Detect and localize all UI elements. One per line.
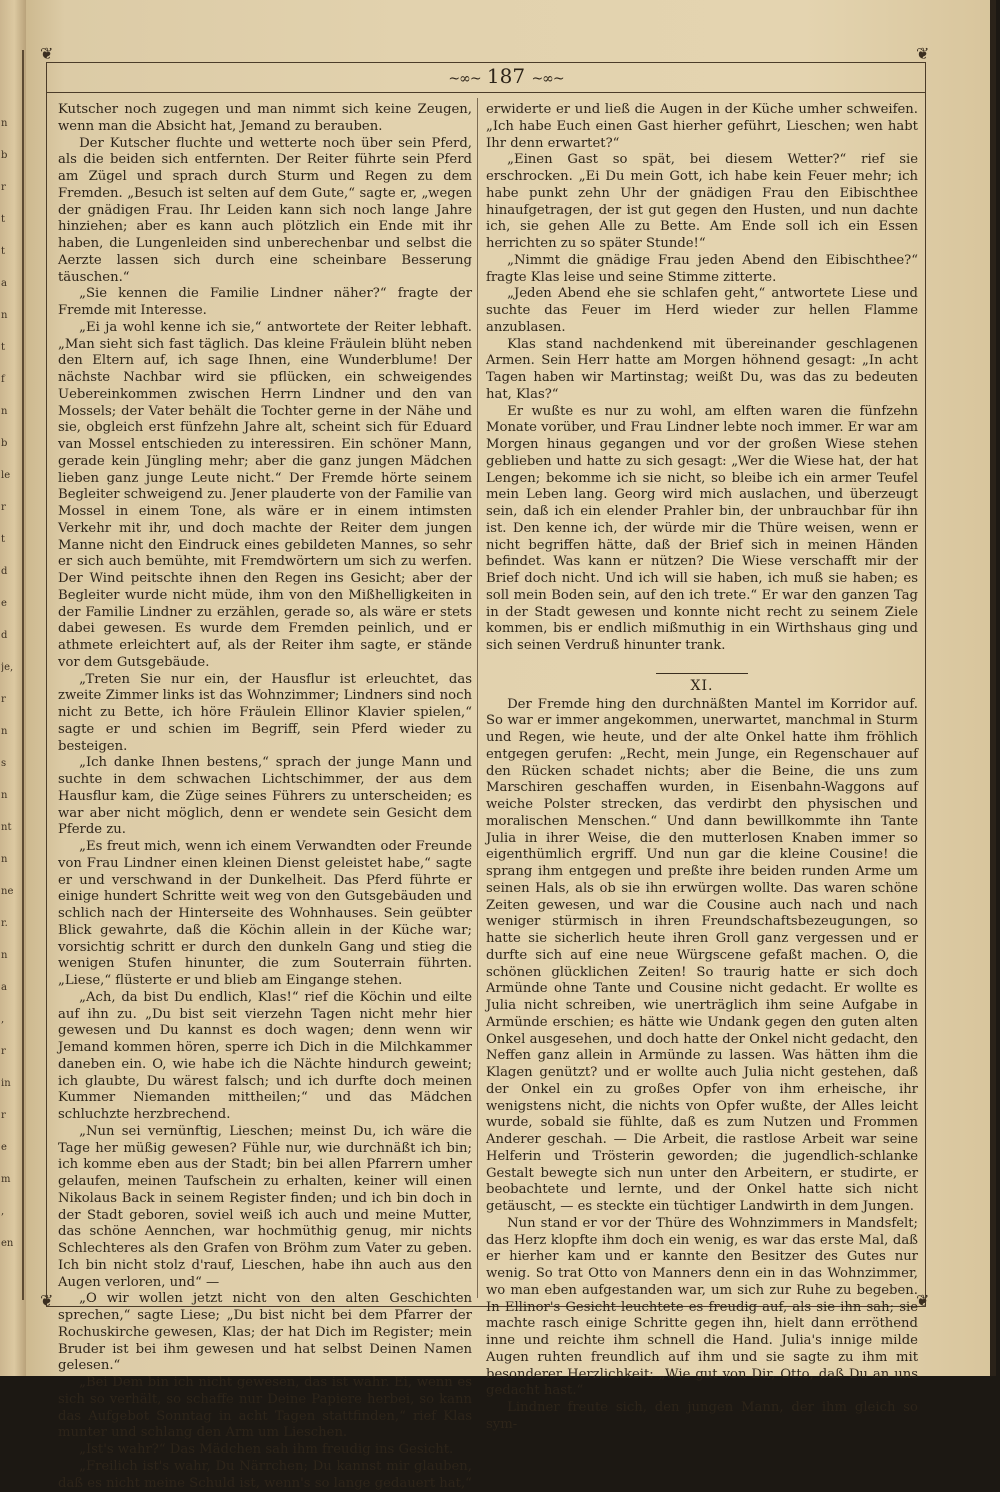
page-number: 187: [486, 64, 526, 88]
corner-ornament-icon: ❦: [916, 1291, 930, 1310]
paragraph: „Ei ja wohl kenne ich sie,“ antwortete der Reiter lebhaft. „Man sieht sich fast täglich. Das kleine Fräulein blüht neben den Eltern auf, ich sage Ihnen, eine Wunderblume! Der nächste Nachbar wird sie pflücken, ein schweigendes Uebereinkommen zwischen Herrn Lindner und den van Mossels; der Vater behält die Tochter gerne in der Nähe und sie, obgleich erst fünfzehn Jahre alt, scheint sich für Eduard van Mossel entschieden zu interessiren. Ein schöner Mann, gerade kein Jüngling mehr; aber die ganz jungen Mädchen lieben ganz junge Leute nicht.“ Der Fremde hörte seinem Begleiter schweigend zu. Jener plauderte von der Familie van Mossel in einem Tone, als wäre er in einem intimsten Verkehr mit ihr, und doch machte der Reiter dem jungen Manne nicht den Eindruck eines gebildeten Mannes, so sehr er sich auch bemühte, mit Fremdwörtern um sich zu werfen. Der Wind peitschte ihnen den Regen ins Gesicht; aber der Begleiter wurde nicht müde, ihm von den Mißhelligkeiten in der Familie Lindner zu erzählen, gerade so, als wäre er stets dabei gewesen. Es wurde dem Fremden peinlich, und er athmete erleichtert auf, als der Reiter ihm sagte, er stände vor dem Gutsgebäude.: [58, 319, 472, 670]
paragraph: „Einen Gast so spät, bei diesem Wetter?“ rief sie erschrocken. „Ei Du mein Gott, ich habe kein Feuer mehr; ich habe punkt zehn Uhr der gnädigen Frau den Eibischthee hinaufgetragen, der ist gut gegen den Husten, und nun dachte ich, sie gehen Alle zu Bette. Am Ende soll ich ein Essen herrichten zu so später Stunde!“: [486, 152, 918, 251]
margin-fragment: n: [1, 726, 8, 737]
margin-fragment: n: [1, 790, 8, 801]
chapter-heading: XI.: [690, 677, 714, 694]
paragraph: „Ist's wahr?“ Das Mädchen sah ihm freudig ins Gesicht.: [79, 1442, 454, 1457]
margin-fragment: s: [1, 758, 7, 769]
margin-fragment: en: [1, 1238, 14, 1249]
margin-fragment: r.: [1, 918, 8, 929]
frame-top-rule: [47, 62, 926, 63]
paragraph: „Treten Sie nur ein, der Hausflur ist erleuchtet, das zweite Zimmer links ist das Wohnzimmer; Lindners sind noch nicht zu Bette, ich höre Fräulein Ellinor Klavier spielen,“ sagte er und schien im Begriff, sein Pferd wieder zu besteigen.: [58, 671, 472, 754]
previous-page-strip: [0, 0, 26, 1376]
newspaper-page: [26, 0, 996, 1491]
margin-fragment: r: [1, 502, 6, 513]
folio-ornament-right-icon: ~∞~: [531, 71, 564, 87]
margin-fragment: a: [1, 278, 7, 289]
margin-fragment: m: [1, 1174, 11, 1185]
margin-fragment: b: [1, 150, 8, 161]
paragraph: „Jeden Abend ehe sie schlafen geht,“ antwortete Liese und suchte das Feuer im Herd wieder zur hellen Flamme anzublasen.: [486, 286, 918, 335]
paragraph: „Freilich ist's wahr, Du Närrchen; Du kannst mir glauben, daß es nicht meine Schuld ist, wenn's so lange gedauert hat,“: [58, 1458, 472, 1491]
paragraph: Der Fremde hing den durchnäßten Mantel im Korridor auf. So war er immer angekommen, unerwartet, manchmal in Sturm und Regen, wie heute, und der alte Onkel hatte ihm fröhlich entgegen gerufen: „Recht, mein Junge, ein Regenschauer auf den Rücken schadet nichts; aber die Beine, die uns zum Marschiren geschaffen wurden, in Eisenbahn-Waggons auf weiche Polster strecken, das verdirbt den physischen und moralischen Menschen.“ Und dann bewillkommte ihn Tante Julia in ihrer Weise, die den mutterlosen Knaben immer so eigenthümlich ergriff. Und nun gar die kleine Cousine! die sprang ihm entgegen und preßte ihre beiden runden Arme um seinen Hals, als ob sie ihn erwürgen wollte. Das waren schöne Zeiten gewesen, und war die Cousine auch nach und nach weniger stürmisch in ihren Freundschaftsbezeugungen, so hatte sie sicherlich heute ihren Groll ganz vergessen und er durfte sich auf eine neue Würgscene gefaßt machen. O, die schönen glücklichen Zeiten! So traurig hatte er sich doch Armünde ohne Tante und Cousine nicht gedacht. Er wollte es Julia nicht schreiben, wie unerträglich ihm seine Aufgabe in Armünde erschien; es hätte wie Undank gegen den guten alten Onkel ausgesehen, und doch hatte der Onkel nicht gedacht, den Neffen ganz allein in Armünde zu lassen. Was hätten ihm die Klagen genützt? und er wollte auch Julia nicht gestehen, daß der Onkel ein zu großes Opfer von ihm erheische, ihr wenigstens nicht, die nichts von Opfer wußte, der Alles leicht wurde, sobald sie fühlte, daß es zum Nutzen und Frommen Anderer geschah. — Die Arbeit, die rastlose Arbeit war seine Helferin und Trösterin geworden; die jugendlich-schlanke Gestalt bewegte sich nun unter den Arbeitern, er studirte, er beobachtete und lernte, und der Onkel hatte sich nicht getäuscht, — es steckte ein tüchtiger Landwirth in dem Jungen.: [486, 696, 918, 1214]
paragraph: „O wir wollen jetzt nicht von den alten Geschichten sprechen,“ sagte Liese; „Du bist nicht bei dem Pfarrer der Rochuskirche gewesen, Klas; der hat Dich im Register; mein Bruder ist bei ihm gewesen und hat selbst Deinen Namen gelesen.“: [58, 1291, 472, 1374]
paragraph: Nun stand er vor der Thüre des Wohnzimmers in Mandsfelt; das Herz klopfte ihm doch ein wenig, es war das erste Mal, daß er hierher kam und er kannte den Besitzer des Gutes nur wenig. So trat Otto von Manners denn ein in das Wohnzimmer, wo man eben aufgestanden war, um sich zur Ruhe zu begeben. In Ellinor's Gesicht leuchtete es freudig auf, als sie ihn sah; sie machte rasch einige Schritte gegen ihn, hielt dann erröthend inne und reichte ihm schnell die Hand. Julia's innige milde Augen ruhten freundlich auf ihm und sie sagte zu ihm mit besonderer Herzlichkeit: „Wie gut von Dir, Otto, daß Du an uns gedacht hast.“: [486, 1215, 918, 1399]
paragraph: Der Kutscher fluchte und wetterte noch über sein Pferd, als die beiden sich entfernten. Der Reiter führte sein Pferd am Zügel und sprach durch Sturm und Regen zu dem Fremden. „Besuch ist selten auf dem Gute,“ sagte er, „wegen der gnädigen Frau. Ihr Leiden kann sich noch lange Jahre hinziehen; aber es kann auch plötzlich ein Ende mit ihr haben, die Lungenleiden sind unberechenbar und selbst die Aerzte lassen sich durch eine scheinbare Besserung täuschen.“: [58, 135, 472, 285]
margin-fragment: e: [1, 1142, 7, 1153]
paragraph: „Bei Dem bin ich nicht gewesen, das ist wahr. Ei, wenn es sich so verhält, so schaffe nur Deine Papiere herbei, so kann das Aufgebot Sonntag in acht Tagen stattfinden,“ rief Klas munter und schlang den Arm um Lieschen.: [58, 1375, 472, 1441]
margin-fragment: ne: [1, 886, 14, 897]
folio-ornament-left-icon: ~∞~: [448, 71, 481, 87]
margin-fragment: n: [1, 310, 8, 321]
paragraph: Klas stand nachdenkend mit übereinander geschlagenen Armen. Sein Herr hatte am Morgen höhnend gesagt: „In acht Tagen haben wir Martinstag; weißt Du, was das zu bedeuten hat, Klas?“: [486, 336, 918, 402]
corner-ornament-icon: ❦: [40, 1291, 54, 1310]
margin-fragment: t: [1, 214, 6, 225]
paragraph: „Nun sei vernünftig, Lieschen; meinst Du, ich wäre die Tage her müßig gewesen? Fühle nur, wie durchnäßt ich bin; ich komme eben aus der Stadt; bin bei allen Pfarrern umher gelaufen, meinen Taufschein zu erhalten, keiner will einen Nikolaus Back in seinem Register finden; und ich bin doch in der Stadt geboren, soviel weiß ich auch und meine Mutter, das schöne Aennchen, war hochmüthig genug, mir nichts Schlechteres als den Grafen von Bröhm zum Vater zu geben. Ich bin nicht stolz d'rauf, Lieschen, habe ihn auch aus den Augen verloren, und“ —: [58, 1123, 472, 1290]
margin-fragment: t: [1, 246, 6, 257]
margin-fragment: n: [1, 950, 8, 961]
paragraph: Lindner freute sich, den jungen Mann, der ihm gleich so sym-: [486, 1400, 918, 1432]
frame-left-rule: [46, 62, 47, 1307]
right-text-column: [486, 102, 918, 1434]
margin-fragment: r: [1, 694, 6, 705]
margin-fragment: t: [1, 534, 6, 545]
margin-fragment: ,: [1, 1206, 5, 1217]
margin-fragment: d: [1, 630, 8, 641]
paragraph: Er wußte es nur zu wohl, am elften waren die fünfzehn Monate vorüber, und Frau Lindner lebte noch immer. Er war am Morgen hinaus gegangen und vor der großen Wiese stehen geblieben und hatte zu sich gesagt: „Wer die Wiese hat, der hat Lengen; bekomme ich sie nicht, so bleibe ich ein armer Teufel mein Leben lang. Georg wird mich auslachen, und überzeugt sein, daß ich ein elender Prahler bin, der unbrauchbar für ihn ist. Den kenne ich, der würde mir die Thüre weisen, wenn er nicht begriffen hätte, daß der Brief sich in meinen Händen befindet. Was kann er nützen? Die Wiese verschafft mir der Brief doch nicht. Und ich will sie haben, ich muß sie haben; es soll mein Boden sein, auf den ich trete.“ Er war den ganzen Tag in der Stadt gewesen und konnte nicht recht zu seinem Ziele kommen, bis er endlich mißmuthig in ein Wirthshaus ging und sich seinen Verdruß hinunter trank.: [486, 403, 918, 653]
margin-fragment: n: [1, 854, 8, 865]
margin-fragment: in: [1, 1078, 11, 1089]
paragraph: „Ich danke Ihnen bestens,“ sprach der junge Mann und suchte in dem schwachen Lichtschimmer, der aus dem Hausflur kam, die Züge seines Führers zu unterscheiden; es war aber nicht möglich, denn er wendete sein Gesicht dem Pferde zu.: [58, 755, 472, 838]
margin-fragment: t: [1, 342, 6, 353]
column-divider: [477, 98, 478, 1298]
margin-fragment: ,: [1, 1014, 5, 1025]
margin-fragment: b: [1, 438, 8, 449]
margin-fragment: n: [1, 406, 8, 417]
page-folio: [406, 64, 606, 88]
corner-ornament-icon: ❦: [916, 44, 930, 63]
margin-fragment: f: [1, 374, 5, 385]
margin-fragment: r: [1, 1110, 6, 1121]
margin-fragment: je,: [1, 662, 14, 673]
margin-fragment: r: [1, 182, 6, 193]
margin-fragment: r: [1, 1046, 6, 1057]
frame-right-rule: [925, 62, 926, 1307]
left-text-column: [58, 102, 472, 1492]
margin-fragment: le: [1, 470, 11, 481]
story-continuation: [486, 102, 918, 655]
paragraph: erwiderte er und ließ die Augen in der Küche umher schweifen. „Ich habe Euch einen Gast hierher geführt, Lieschen; wen habt Ihr denn erwartet?“: [486, 102, 918, 151]
paragraph: „Ach, da bist Du endlich, Klas!“ rief die Köchin und eilte auf ihn zu. „Du bist seit vierzehn Tagen nicht mehr hier gewesen und Du kannst es doch wagen; denn wenn wir Jemand kommen hören, sperre ich Dich in die Milchkammer daneben ein. O, wie habe ich die Nächte hindurch geweint; ich glaubte, Du wärest falsch; und ich durfte doch meinen Kummer Niemanden mittheilen;“ und das Mädchen schluchzte herzbrechend.: [58, 989, 472, 1122]
chapter-rule: [656, 673, 748, 674]
corner-ornament-icon: ❦: [40, 44, 54, 63]
margin-fragment: n: [1, 118, 8, 129]
margin-fragment: d: [1, 566, 8, 577]
header-rule: [47, 92, 926, 93]
paragraph: „Es freut mich, wenn ich einem Verwandten oder Freunde von Frau Lindner einen kleinen Dienst geleistet habe,“ sagte er und verschwand in der Dunkelheit. Das Pferd führte er einige hundert Schritte weit weg von den Gutsgebäuden und schlich nach der Hinterseite des Wohnhauses. Sein geübter Blick gewahrte, daß die Köchin allein in der Küche war; vorsichtig schritt er durch den dunkeln Gang und stieg die wenigen Stufen hinunter, die zum Souterrain führten. „Liese,“ flüsterte er und blieb am Eingange stehen.: [58, 839, 472, 988]
margin-fragment: nt: [1, 822, 12, 833]
paragraph: „Sie kennen die Familie Lindner näher?“ fragte der Fremde mit Interesse.: [58, 286, 472, 318]
margin-fragment: e: [1, 598, 7, 609]
paragraph: Kutscher noch zugegen und man nimmt sich keine Zeugen, wenn man die Absicht hat, Jemand zu berauben.: [58, 102, 472, 134]
margin-fragment: a: [1, 982, 7, 993]
page-edge: [990, 0, 996, 1376]
paragraph: „Nimmt die gnädige Frau jeden Abend den Eibischthee?“ fragte Klas leise und seine Stimme zitterte.: [486, 252, 918, 285]
chapter-body: [486, 697, 918, 1434]
